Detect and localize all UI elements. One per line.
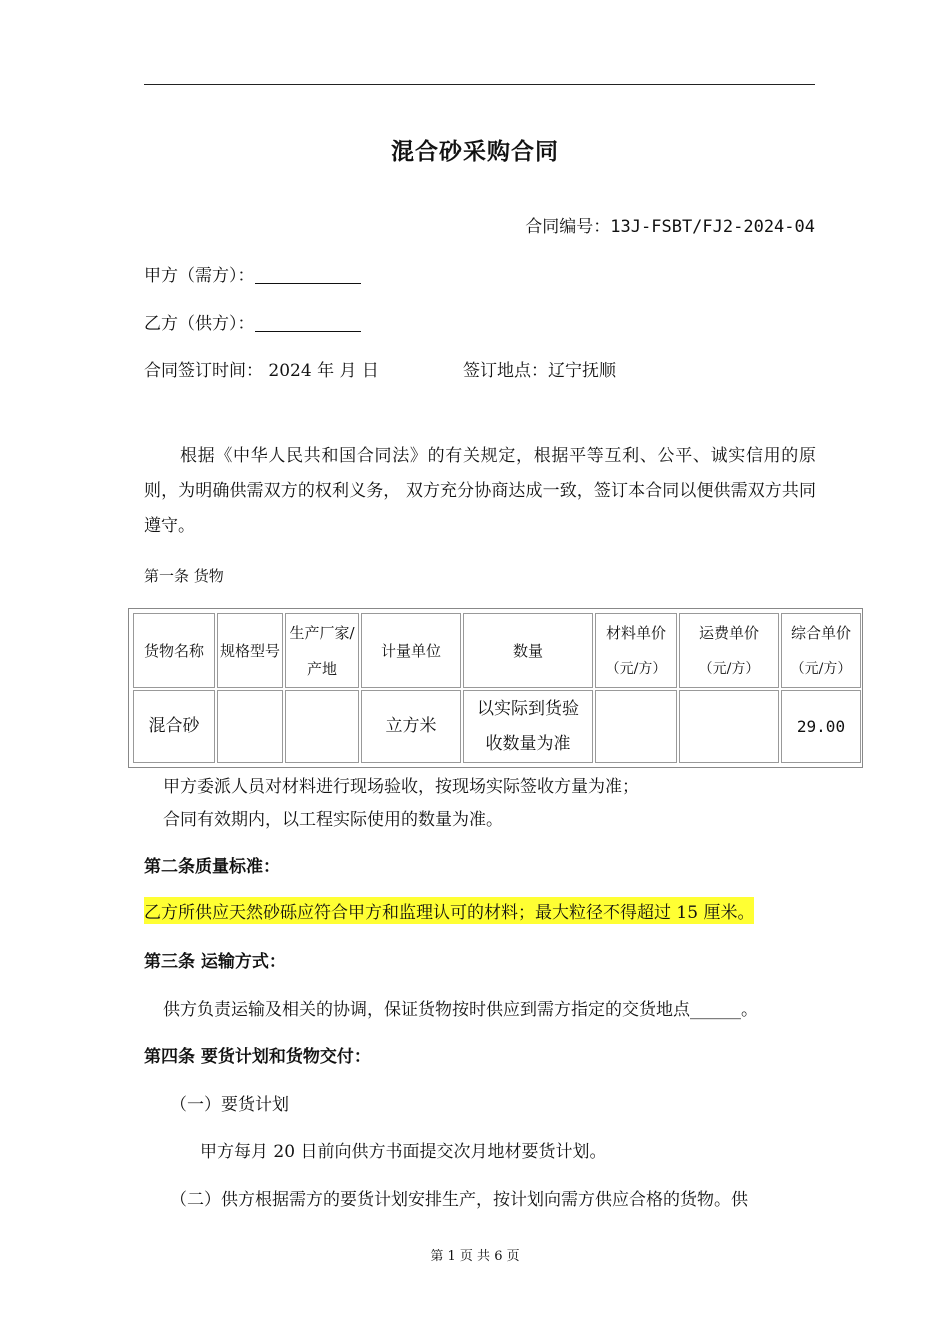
intro-paragraph: 根据《中华人民共和国合同法》的有关规定，根据平等互利、公平、诚实信用的原则，为明确供需双方的权利义务， 双方充分协商达成一致，签订本合同以便供需双方共同遵守。 — [144, 446, 816, 536]
document-title: 混合砂采购合同 — [391, 138, 559, 165]
party-a-blank — [255, 265, 361, 284]
cell-qty: 以实际到货验 收数量为准 — [463, 690, 593, 763]
party-a-label: 甲方（需方）： — [144, 266, 255, 286]
article-4-heading: 第四条 要货计划和货物交付： — [144, 1047, 371, 1067]
sign-time: 合同签订时间： 2024 年 月 日 — [144, 361, 379, 381]
party-b-label: 乙方（供方）： — [144, 314, 255, 334]
header-maker: 生产厂家/ 产地 — [285, 613, 359, 688]
page-footer: 第 1 页 共 6 页 — [430, 1249, 520, 1264]
header-total-price: 综合单价 （元/方） — [781, 613, 861, 688]
cell-name: 混合砂 — [133, 690, 215, 763]
subsection-2-text: （二）供方根据需方的要货计划安排生产，按计划向需方供应合格的货物。供 — [170, 1190, 748, 1210]
sign-place: 签订地点：辽宁抚顺 — [463, 361, 616, 381]
header-rule — [144, 84, 815, 85]
header-spec: 规格型号 — [217, 613, 283, 688]
contract-number — [525, 212, 815, 237]
contract-number-value: 13J-FSBT/FJ2-2024-04 — [610, 217, 815, 237]
cell-spec — [217, 690, 283, 763]
article-2-heading: 第二条质量标准： — [144, 857, 280, 877]
goods-table — [128, 608, 863, 768]
article-2-text: 乙方所供应天然砂砾应符合甲方和监理认可的材料；最大粒径不得超过 15 厘米。 — [144, 897, 754, 924]
cell-total-price: 29.00 — [781, 690, 861, 763]
header-material-price: 材料单价 （元/方） — [595, 613, 677, 688]
cell-unit: 立方米 — [361, 690, 461, 763]
cell-freight-price — [679, 690, 779, 763]
cell-maker — [285, 690, 359, 763]
note-1: 甲方委派人员对材料进行现场验收，按现场实际签收方量为准； — [163, 777, 639, 797]
article-3-text: 供方负责运输及相关的协调，保证货物按时供应到需方指定的交货地点______。 — [163, 1000, 758, 1020]
header-freight-price: 运费单价 （元/方） — [679, 613, 779, 688]
header-name: 货物名称 — [133, 613, 215, 688]
party-b-blank — [255, 313, 361, 332]
contract-number-label: 合同编号： — [525, 217, 611, 237]
article-1-heading: 第一条 货物 — [144, 567, 224, 585]
subsection-1-title: （一）要货计划 — [170, 1095, 289, 1115]
header-qty: 数量 — [463, 613, 593, 688]
cell-material-price — [595, 690, 677, 763]
party-a-line — [144, 261, 361, 286]
header-unit: 计量单位 — [361, 613, 461, 688]
party-b-line — [144, 309, 361, 334]
subsection-1-text: 甲方每月 20 日前向供方书面提交次月地材要货计划。 — [200, 1142, 607, 1162]
note-2: 合同有效期内，以工程实际使用的数量为准。 — [163, 810, 503, 830]
article-3-heading: 第三条 运输方式： — [144, 952, 286, 972]
table-header-row — [133, 613, 861, 688]
table-row — [133, 690, 861, 763]
